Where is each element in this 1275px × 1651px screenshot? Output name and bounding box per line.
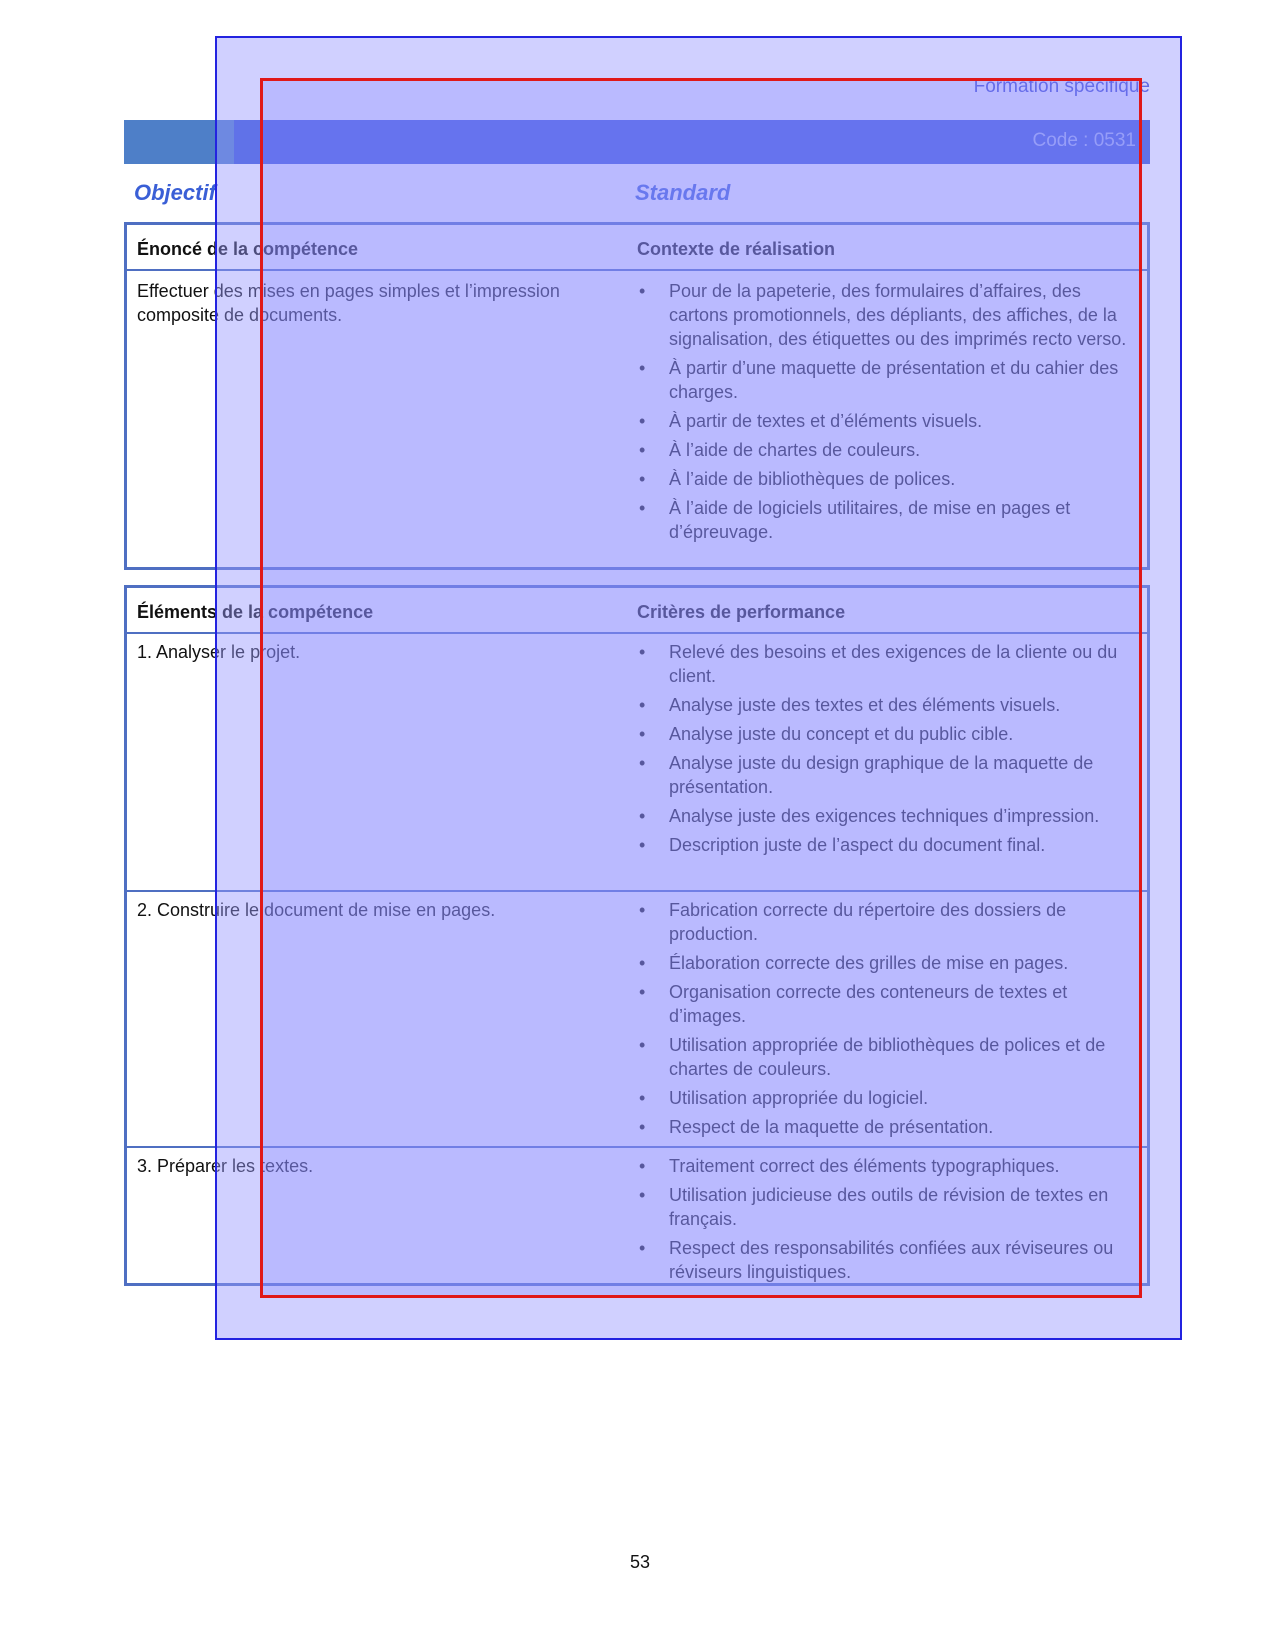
criterion-item: • Fabrication correcte du répertoire des dossiers de production. [637, 898, 1127, 946]
overlay-region-red [260, 78, 1142, 1298]
context-item: • À l’aide de bibliothèques de polices. [637, 467, 1127, 491]
criterion-item: • Analyse juste des exigences techniques d’impression. [637, 804, 1127, 828]
code-label: Code : 0531 [1032, 130, 1136, 151]
criterion-item: • Description juste de l’aspect du document final. [637, 833, 1127, 857]
criterion-item: • Analyse juste du design graphique de la maquette de présentation. [637, 751, 1127, 799]
context-item: • À partir d’une maquette de présentation et du cahier des charges. [637, 356, 1127, 404]
enonce-header: Énoncé de la compétence [137, 239, 359, 259]
standard-title: Standard [635, 180, 731, 205]
criteres-header: Critères de performance [637, 602, 846, 622]
element-1: 1. Analyser le projet. [137, 642, 301, 662]
criterion-item: • Utilisation appropriée du logiciel. [637, 1086, 1127, 1110]
criterion-item: • Traitement correct des éléments typographiques. [637, 1154, 1127, 1178]
element-2: 2. Construire le document de mise en pages. [137, 900, 496, 920]
criterion-item: • Utilisation judicieuse des outils de révision de textes en français. [637, 1183, 1127, 1231]
elements-header: Éléments de la compétence [137, 602, 374, 622]
criterion-item: • Relevé des besoins et des exigences de la cliente ou du client. [637, 640, 1127, 688]
formation-label: Formation spécifique [973, 76, 1150, 97]
element-3: 3. Préparer les textes. [137, 1156, 314, 1176]
criterion-item: • Analyse juste des textes et des éléments visuels. [637, 693, 1127, 717]
criterion-item: • Respect de la maquette de présentation. [637, 1115, 1127, 1139]
context-item: • À l’aide de logiciels utilitaires, de mise en pages et d’épreuvage. [637, 496, 1127, 544]
context-item: • Pour de la papeterie, des formulaires d’affaires, des cartons promotionnels, des dépliants, des affiches, de la signalisation, des étiquettes ou des imprimés recto verso. [637, 279, 1127, 351]
criterion-item: • Organisation correcte des conteneurs de textes et d’images. [637, 980, 1127, 1028]
objectif-title: Objectif [134, 180, 216, 205]
criterion-item: • Respect des responsabilités confiées aux réviseures ou réviseurs linguistiques. [637, 1236, 1127, 1284]
criterion-item: • Élaboration correcte des grilles de mise en pages. [637, 951, 1127, 975]
criterion-item: • Analyse juste du concept et du public cible. [637, 722, 1127, 746]
competence-statement: Effectuer des mises en pages simples et l’impression composite de documents. [137, 281, 560, 325]
contexte-header: Contexte de réalisation [637, 239, 836, 259]
criterion-item: • Utilisation appropriée de bibliothèques de polices et de chartes de couleurs. [637, 1033, 1127, 1081]
context-item: • À partir de textes et d’éléments visuels. [637, 409, 1127, 433]
context-item: • À l’aide de chartes de couleurs. [637, 438, 1127, 462]
page-number: 53 [629, 1552, 651, 1572]
